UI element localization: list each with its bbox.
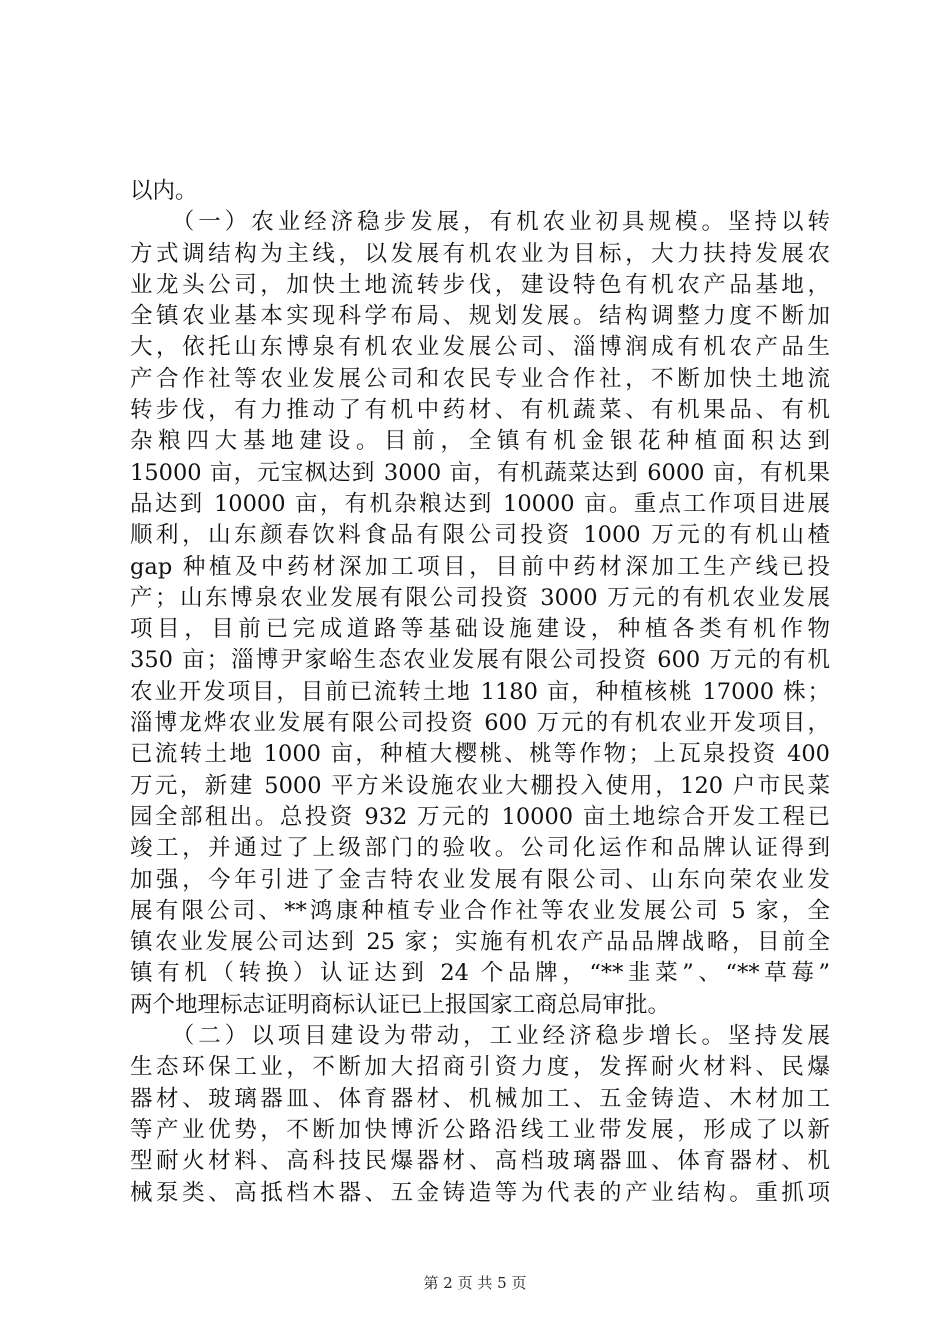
text-line: 转步伐，有力推动了有机中药材、有机蔬菜、有机果品、有机	[130, 397, 830, 424]
text-line: 杂粮四大基地建设。目前，全镇有机金银花种植面积达到	[130, 428, 830, 455]
text-line: gap 种植及中药材深加工项目，目前中药材深加工生产线已投	[130, 553, 830, 580]
text-line: 业龙头公司，加快土地流转步伐，建设特色有机农产品基地，	[130, 271, 830, 298]
text-line: 全镇农业基本实现科学布局、规划发展。结构调整力度不断加	[130, 303, 830, 330]
text-line: 械泵类、高抵档木器、五金铸造等为代表的产业结构。重抓项	[130, 1179, 830, 1206]
text-line: 万元，新建 5000 平方米设施农业大棚投入使用，120 户市民菜	[130, 772, 830, 799]
text-line: 竣工，并通过了上级部门的验收。公司化运作和品牌认证得到	[130, 835, 830, 862]
text-line: 方式调结构为主线，以发展有机农业为目标，大力扶持发展农	[130, 240, 830, 267]
text-line: 生态环保工业，不断加大招商引资力度，发挥耐火材料、民爆	[130, 1054, 830, 1081]
text-line: 园全部租出。总投资 932 万元的 10000 亩土地综合开发工程已	[130, 803, 830, 830]
text-line: 型耐火材料、高科技民爆器材、高档玻璃器皿、体育器材、机	[130, 1148, 830, 1175]
text-line: 两个地理标志证明商标认证已上报国家工商总局审批。	[130, 991, 671, 1018]
body-text	[130, 176, 830, 1209]
text-line: 顺利，山东颜春饮料食品有限公司投资 1000 万元的有机山楂	[130, 522, 830, 549]
text-line: 等产业优势，不断加快博沂公路沿线工业带发展，形成了以新	[130, 1116, 830, 1143]
text-line: 以内。	[130, 178, 198, 204]
text-line: 镇农业发展公司达到 25 家；实施有机农产品品牌战略，目前全	[130, 929, 830, 956]
text-line: 350 亩；淄博尹家峪生态农业发展有限公司投资 600 万元的有机	[130, 647, 830, 674]
text-line: 已流转土地 1000 亩，种植大樱桃、桃等作物；上瓦泉投资 400	[130, 741, 830, 768]
text-line: （一）农业经济稳步发展，有机农业初具规模。坚持以转	[130, 209, 830, 236]
page-number-footer: 第 2 页 共 5 页	[423, 1274, 527, 1292]
text-line: 镇有机（转换）认证达到 24 个品牌，“**韭菜”、“**草莓”	[130, 960, 830, 987]
text-line: 项目，目前已完成道路等基础设施建设，种植各类有机作物	[130, 616, 830, 643]
text-line: （二）以项目建设为带动，工业经济稳步增长。坚持发展	[130, 1023, 830, 1050]
text-line: 展有限公司、**鸿康种植专业合作社等农业发展公司 5 家，全	[130, 897, 830, 924]
text-line: 农业开发项目，目前已流转土地 1180 亩，种植核桃 17000 株；	[130, 678, 830, 705]
text-line: 15000 亩，元宝枫达到 3000 亩，有机蔬菜达到 6000 亩，有机果	[130, 459, 830, 486]
text-line: 产合作社等农业发展公司和农民专业合作社，不断加快土地流	[130, 365, 830, 392]
text-line: 品达到 10000 亩，有机杂粮达到 10000 亩。重点工作项目进展	[130, 490, 830, 517]
text-line: 大，依托山东博泉有机农业发展公司、淄博润成有机农产品生	[130, 334, 830, 361]
text-line: 器材、玻璃器皿、体育器材、机械加工、五金铸造、木材加工	[130, 1085, 830, 1112]
text-line: 加强，今年引进了金吉特农业发展有限公司、山东向荣农业发	[130, 866, 830, 893]
text-line: 产；山东博泉农业发展有限公司投资 3000 万元的有机农业发展	[130, 584, 830, 611]
text-line: 淄博龙烨农业发展有限公司投资 600 万元的有机农业开发项目，	[130, 710, 830, 737]
